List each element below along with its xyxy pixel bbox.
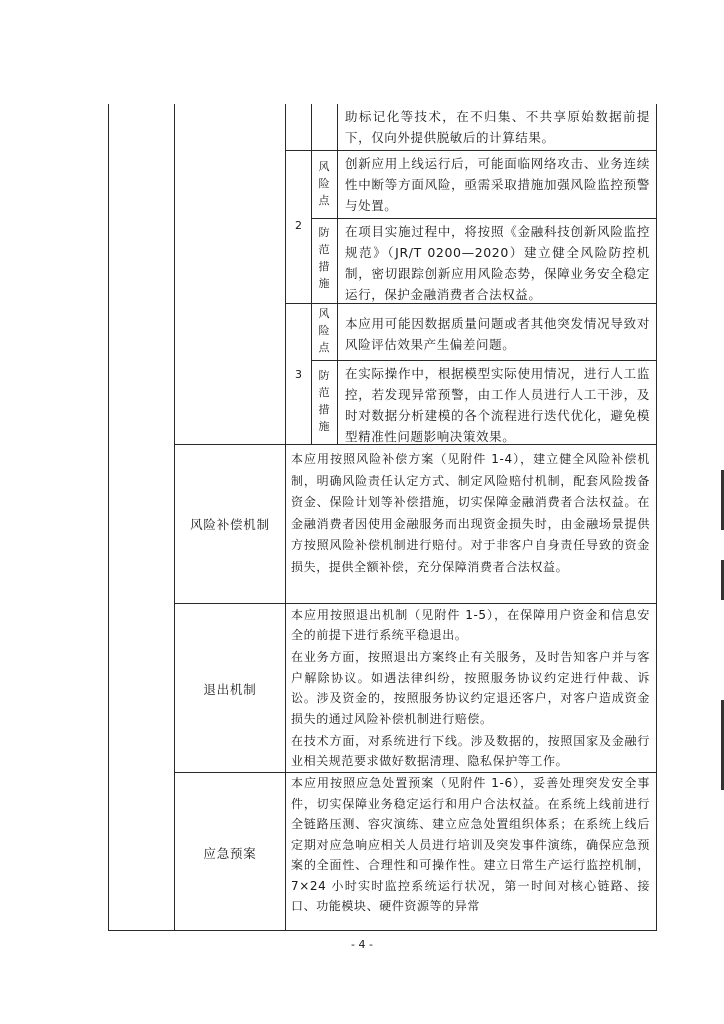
row-divider (174, 603, 657, 604)
exit-text-intro: 本应用按照退出机制（见附件 1-5），在保障用户资金和信息安全的前提下进行系统平稳退出。 (291, 608, 650, 642)
row-divider (311, 218, 657, 219)
compensation-text: 本应用按照风险补偿方案（见附件 1-4），建立健全风险补偿机制，明确风险责任认定方式、制定风险赔付机制，配套风险拨备资金、保险计划等补偿措施，切实保障金融消费者合法权益。在金融消费者因使用金融服务而出现资金损失时，由金融场景提供方按照风险补偿机制进行赔付。对于非客户自身责任导致的资金损失，提供全额补偿，充分保障消费者合法权益。 (291, 452, 650, 574)
table-divider-number (311, 104, 312, 444)
table-border-bottom (108, 930, 657, 931)
emergency-label: 应急预案 (203, 846, 257, 861)
exit-text-technical: 在技术方面，对系统进行下线。涉及数据的，按照国家及金融行业相关规范要求做好数据清理、隐私保护等工作。 (291, 734, 650, 768)
table-border-right (656, 104, 657, 930)
row-divider (311, 360, 657, 361)
table-border-left (108, 104, 109, 930)
item-number: 3 (295, 368, 302, 381)
exit-text-business: 在业务方面，按照退出方案终止有关服务，及时告知客户并与客户解除协议。如遇法律纠纷，按照服务协议约定进行仲裁、诉讼。涉及资金的，按照服务协议约定退还客户，对客户造成资金损失的通过风险补偿机制进行赔偿。 (291, 650, 650, 726)
table-divider-tag (337, 104, 338, 444)
exit-label: 退出机制 (203, 682, 257, 697)
item-number: 2 (295, 219, 302, 232)
row-divider (285, 150, 657, 151)
compensation-label: 风险补偿机制 (190, 517, 270, 532)
risk-point-label: 风险点 (318, 160, 330, 207)
risk-point-text: 本应用可能因数据质量问题或者其他突发情况导致对风险评估效果产生偏差问题。 (345, 316, 650, 352)
cont-text: 助标记化等技术，在不归集、不共享原始数据前提下，仅向外提供脱敏后的计算结果。 (345, 109, 650, 145)
prevention-label: 防范措施 (318, 369, 330, 433)
risk-point-text: 创新应用上线运行后，可能面临网络攻击、业务连续性中断等方面风险，亟需采取措施加强风险监控预警与处置。 (345, 156, 650, 213)
risk-point-label: 风险点 (318, 307, 330, 354)
emergency-text: 本应用按照应急处置预案（见附件 1-6），妥善处理突发安全事件，切实保障业务稳定运行和用户合法权益。在系统上线前进行全链路压测、容灾演练、建立应急处置组织体系；在系统上线后定期对应急响应相关人员进行培训及突发事件演练，确保应急预案的全面性、合理性和可操作性。建立日常生产运行监控机制，7×24 小时实时监控系统运行状况，第一时间对核心链路、接口、功能模块、硬件资源等的异常 (291, 776, 650, 913)
prevention-text: 在项目实施过程中，将按照《金融科技创新风险监控规范》（JR/T 0200—2020）建立健全风险防控机制，密切跟踪创新应用风险态势，保障业务安全稳定运行，保护金融消费者合法权益。 (345, 224, 650, 302)
page-number: - 4 - (351, 938, 373, 951)
prevention-text: 在实际操作中，根据模型实际使用情况，进行人工监控，若发现异常预警，由工作人员进行人工干涉，及时对数据分析建模的各个流程进行迭代优化，避免模型精准性问题影响决策效果。 (345, 366, 650, 444)
prevention-label: 防范措施 (318, 226, 330, 290)
